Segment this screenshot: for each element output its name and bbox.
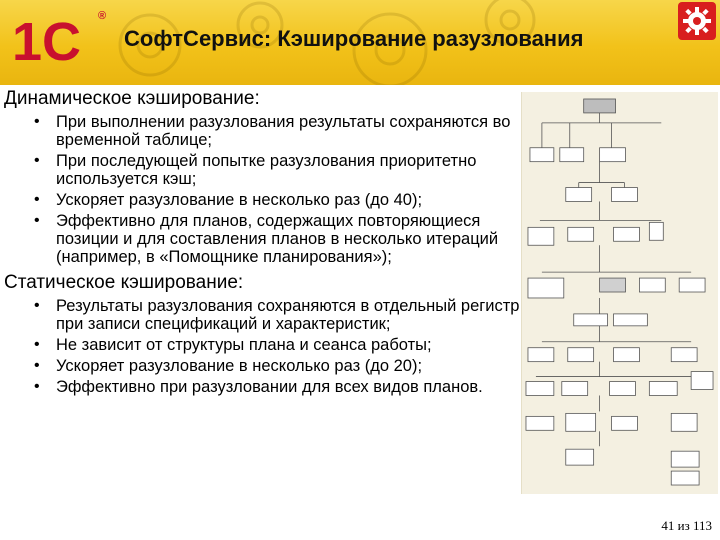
logo-text: 1С <box>12 12 82 70</box>
bullet-item: • Результаты разузлования сохраняются в отдельный регистр при записи спецификаций и характеристик; <box>34 297 520 333</box>
bullet-list-static <box>34 297 520 396</box>
bullet-item: • Эффективно при разузловании для всех видов планов. <box>34 378 520 396</box>
bullet-item: • При последующей попытке разузлования приоритетно используется кэш; <box>34 152 520 188</box>
bullet-item: • Ускоряет разузлование в несколько раз (до 40); <box>34 191 520 209</box>
bullet-list-dynamic <box>34 113 520 266</box>
page-title: СофтСервис: Кэширование разузлования <box>124 26 584 51</box>
flowchart-thumbnail <box>521 92 718 494</box>
slide-header <box>0 0 720 85</box>
bullet-item: • Эффективно для планов, содержащих повторяющиеся позиции и для составления планов в несколько итераций (например, в «Помощнике планирования»); <box>34 212 520 266</box>
section-title-static: Статическое кэширование: <box>4 272 244 293</box>
section-title-dynamic: Динамическое кэширование: <box>4 88 260 109</box>
page-number: 41 из 113 <box>661 518 712 533</box>
bullet-item: • Не зависит от структуры плана и сеанса работы; <box>34 336 520 354</box>
gear-corner-icon <box>678 2 716 40</box>
bullet-item: • При выполнении разузлования результаты сохраняются во временной таблице; <box>34 113 520 149</box>
bullet-item: • Ускоряет разузлование в несколько раз (до 20); <box>34 357 520 375</box>
registered-mark: ® <box>98 10 107 22</box>
slide-content <box>0 88 520 399</box>
flowchart-image <box>522 92 718 494</box>
